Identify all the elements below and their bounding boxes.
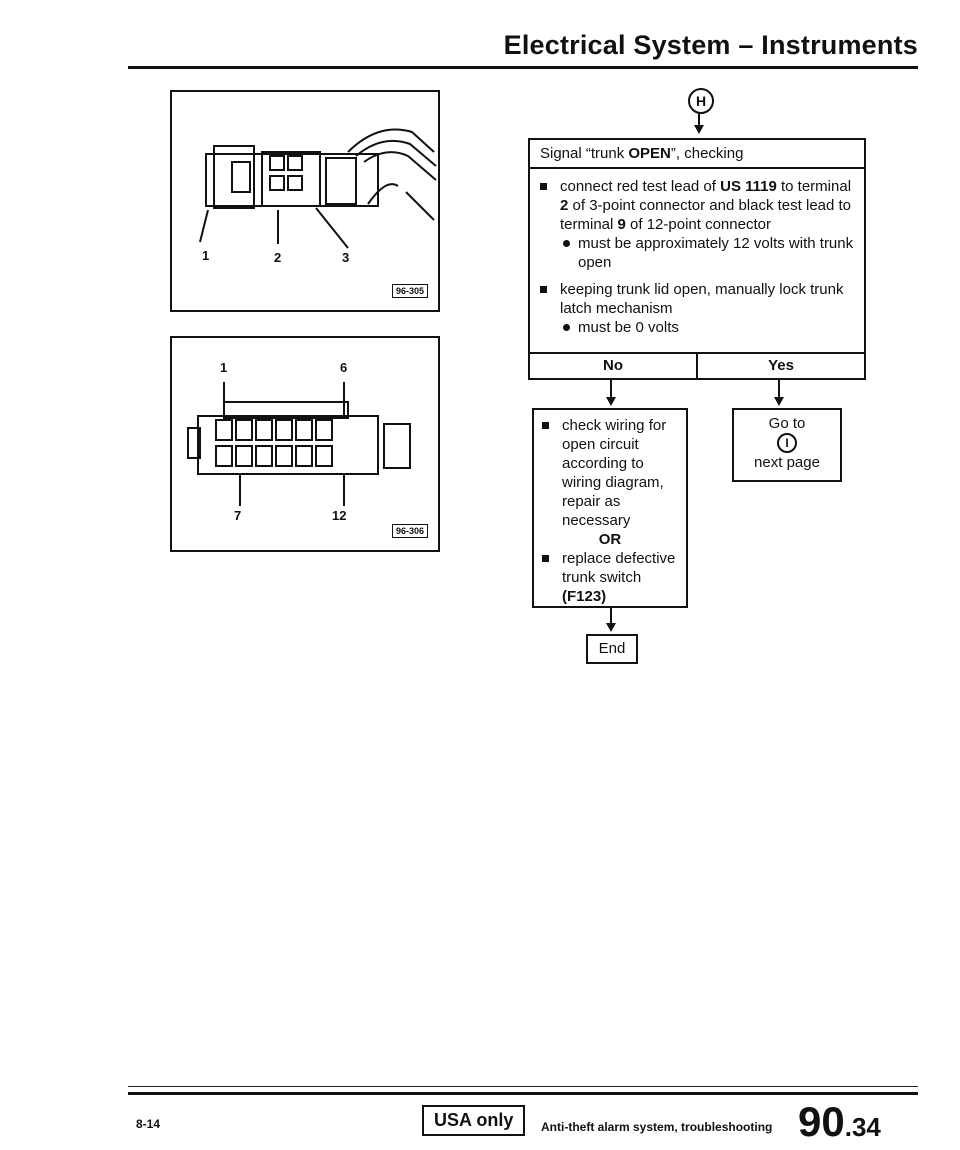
figure-connector-3pin xyxy=(170,90,440,312)
or-label: OR xyxy=(598,531,622,548)
arrow-down-no xyxy=(606,397,616,406)
check-2: must be 0 volts xyxy=(560,318,858,337)
figure-connector-12pin xyxy=(170,336,440,552)
footer-rule xyxy=(128,1092,918,1095)
page-number: 90.34 xyxy=(798,1098,881,1145)
marker-i: I xyxy=(777,433,797,453)
callout-2: 2 xyxy=(274,250,282,265)
callout-3: 3 xyxy=(342,250,350,265)
start-marker-h: H xyxy=(688,88,714,114)
decision-no: No xyxy=(530,354,698,378)
no-branch-box xyxy=(532,408,688,608)
decision-yes: Yes xyxy=(768,357,794,374)
connector-3pin-drawing xyxy=(172,92,438,310)
connector-line-end xyxy=(610,606,612,624)
connector-line-yes xyxy=(778,378,780,398)
yes-branch-box xyxy=(732,408,842,482)
page-title: Electrical System – Instruments xyxy=(503,30,918,60)
footer-caption: Anti-theft alarm system, troubleshooting xyxy=(541,1120,773,1134)
arrow-down-yes xyxy=(774,397,784,406)
main-check-box xyxy=(528,138,866,380)
main-box-title: Signal “trunk OPEN”, checking xyxy=(530,140,864,169)
next-page-label: next page xyxy=(754,454,820,471)
connector-line-no xyxy=(610,378,612,398)
callout-1: 1 xyxy=(220,360,228,375)
callout-6: 6 xyxy=(340,360,348,375)
callout-7: 7 xyxy=(234,508,242,523)
footer-rule-thin xyxy=(128,1086,918,1087)
callout-1: 1 xyxy=(202,248,210,263)
decision-row xyxy=(530,352,864,378)
step-2: keeping trunk lid open, manually lock trunk latch mechanism must be 0 volts xyxy=(536,280,858,337)
connector-line xyxy=(698,112,700,126)
usa-only-badge: USA only xyxy=(422,1105,525,1136)
arrow-down xyxy=(694,125,704,134)
arrow-down-end xyxy=(606,623,616,632)
step-1: connect red test lead of US 1119 to terminal 2 of 3-point connector and black test lead to terminal 9 of 12-point connector must be approximately 12 volts with trunk open xyxy=(536,177,858,272)
goto-label: Go to xyxy=(768,415,806,432)
no-step-2: replace defective trunk switch (F123) xyxy=(538,549,680,606)
no-step-1: check wiring for open circuit according to wiring diagram, repair as necessary xyxy=(538,416,680,530)
end-box: End xyxy=(586,634,638,664)
page-ref: 8-14 xyxy=(136,1117,161,1131)
callout-12: 12 xyxy=(332,508,347,523)
figure-id: 96-306 xyxy=(392,524,428,538)
header-rule xyxy=(128,66,918,69)
check-1: must be approximately 12 volts with trunk open xyxy=(560,234,858,272)
figure-id: 96-305 xyxy=(392,284,428,298)
connector-12pin-drawing xyxy=(172,338,438,550)
